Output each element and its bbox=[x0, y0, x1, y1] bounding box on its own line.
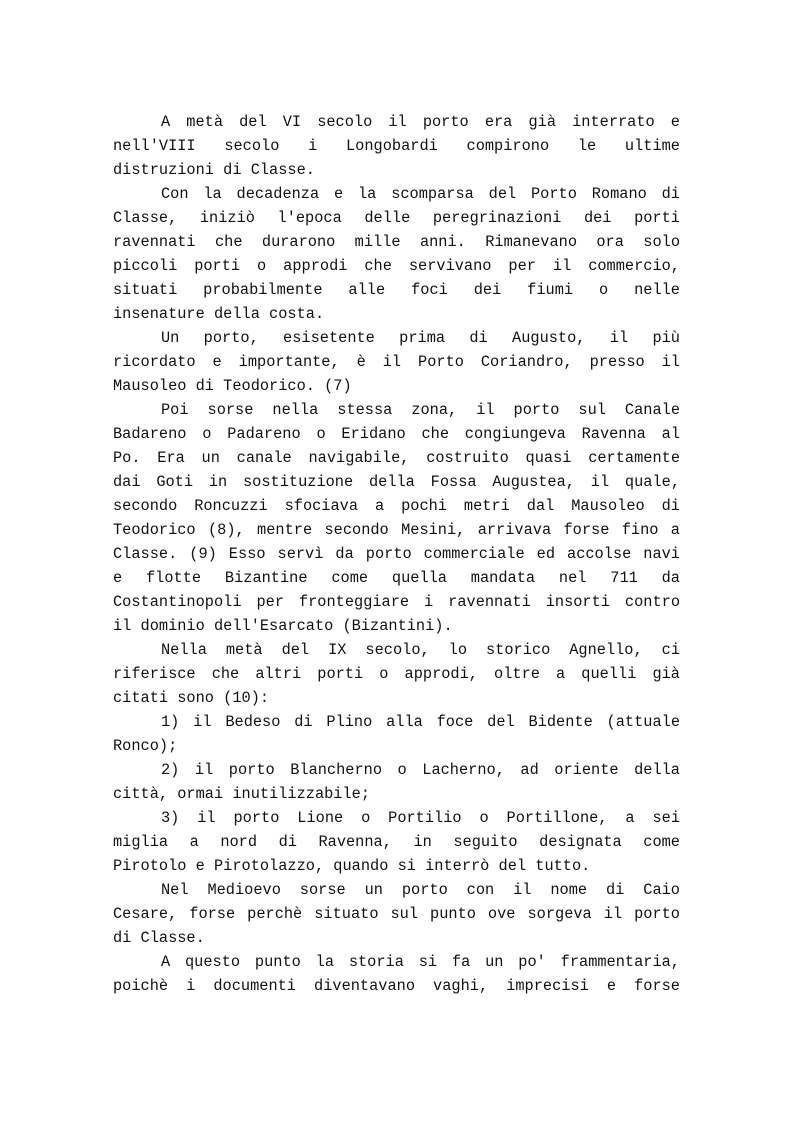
text-line: di Classe. bbox=[113, 929, 205, 947]
text-line: il dominio dell'Esarcato (Bizantini). bbox=[113, 617, 453, 635]
text-line: ravennati che durarono mille anni. Rimanevano ora solo bbox=[113, 233, 680, 251]
text-line: A metà del VI secolo il porto era già interrato e bbox=[161, 113, 680, 131]
document-page bbox=[113, 110, 680, 998]
text-line: A questo punto la storia si fa un po' frammentaria, bbox=[161, 953, 680, 971]
text-line: citati sono (10): bbox=[113, 689, 270, 707]
text-line: 2) il porto Blancherno o Lacherno, ad oriente della bbox=[161, 761, 680, 779]
text-line: piccoli porti o approdi che servivano per il commercio, bbox=[113, 257, 680, 275]
paragraph bbox=[113, 182, 680, 326]
text-line: Classe. (9) Esso servì da porto commerciale ed accolse navi bbox=[113, 545, 680, 563]
text-line: Con la decadenza e la scomparsa del Porto Romano di bbox=[161, 185, 680, 203]
text-line: Pirotolo e Pirotolazzo, quando si interrò del tutto. bbox=[113, 857, 591, 875]
paragraph bbox=[113, 398, 680, 638]
paragraph bbox=[113, 950, 680, 998]
text-line: ricordato e importante, è il Porto Coriandro, presso il bbox=[113, 353, 680, 371]
text-line: città, ormai inutilizzabile; bbox=[113, 785, 371, 803]
paragraph bbox=[113, 326, 680, 398]
text-line: Nel Medioevo sorse un porto con il nome di Caio bbox=[161, 881, 680, 899]
paragraph bbox=[113, 110, 680, 182]
text-line: Nella metà del IX secolo, lo storico Agnello, ci bbox=[161, 641, 680, 659]
text-line: Un porto, esisetente prima di Augusto, il più bbox=[161, 329, 680, 347]
text-line: miglia a nord di Ravenna, in seguito designata come bbox=[113, 833, 680, 851]
text-line: insenature della costa. bbox=[113, 305, 325, 323]
text-line: riferisce che altri porti o approdi, oltre a quelli già bbox=[113, 665, 680, 683]
text-line: distruzioni di Classe. bbox=[113, 161, 315, 179]
text-line: Costantinopoli per fronteggiare i ravennati insorti contro bbox=[113, 593, 680, 611]
text-line: Mausoleo di Teodorico. (7) bbox=[113, 377, 352, 395]
text-line: secondo Roncuzzi sfociava a pochi metri dal Mausoleo di bbox=[113, 497, 680, 515]
paragraph bbox=[113, 878, 680, 950]
text-line: 1) il Bedeso di Plino alla foce del Bidente (attuale bbox=[161, 713, 680, 731]
text-line: situati probabilmente alle foci dei fiumi o nelle bbox=[113, 281, 680, 299]
paragraph bbox=[113, 638, 680, 710]
text-line: Cesare, forse perchè situato sul punto ove sorgeva il porto bbox=[113, 905, 680, 923]
text-line: 3) il porto Lione o Portilio o Portillone, a sei bbox=[161, 809, 680, 827]
text-line: dai Goti in sostituzione della Fossa Augustea, il quale, bbox=[113, 473, 680, 491]
text-line: nell'VIII secolo i Longobardi compirono le ultime bbox=[113, 137, 680, 155]
text-line: Po. Era un canale navigabile, costruito quasi certamente bbox=[113, 449, 680, 467]
text-line: e flotte Bizantine come quella mandata nel 711 da bbox=[113, 569, 680, 587]
text-line: Ronco); bbox=[113, 737, 178, 755]
text-line: Teodorico (8), mentre secondo Mesini, arrivava forse fino a bbox=[113, 521, 680, 539]
text-line: Classe, iniziò l'epoca delle peregrinazioni dei porti bbox=[113, 209, 680, 227]
paragraph bbox=[113, 806, 680, 878]
text-line: Badareno o Padareno o Eridano che congiungeva Ravenna al bbox=[113, 425, 680, 443]
paragraph bbox=[113, 710, 680, 758]
text-line: Poi sorse nella stessa zona, il porto sul Canale bbox=[161, 401, 680, 419]
text-line: poichè i documenti diventavano vaghi, imprecisi e forse bbox=[113, 977, 680, 995]
paragraph bbox=[113, 758, 680, 806]
